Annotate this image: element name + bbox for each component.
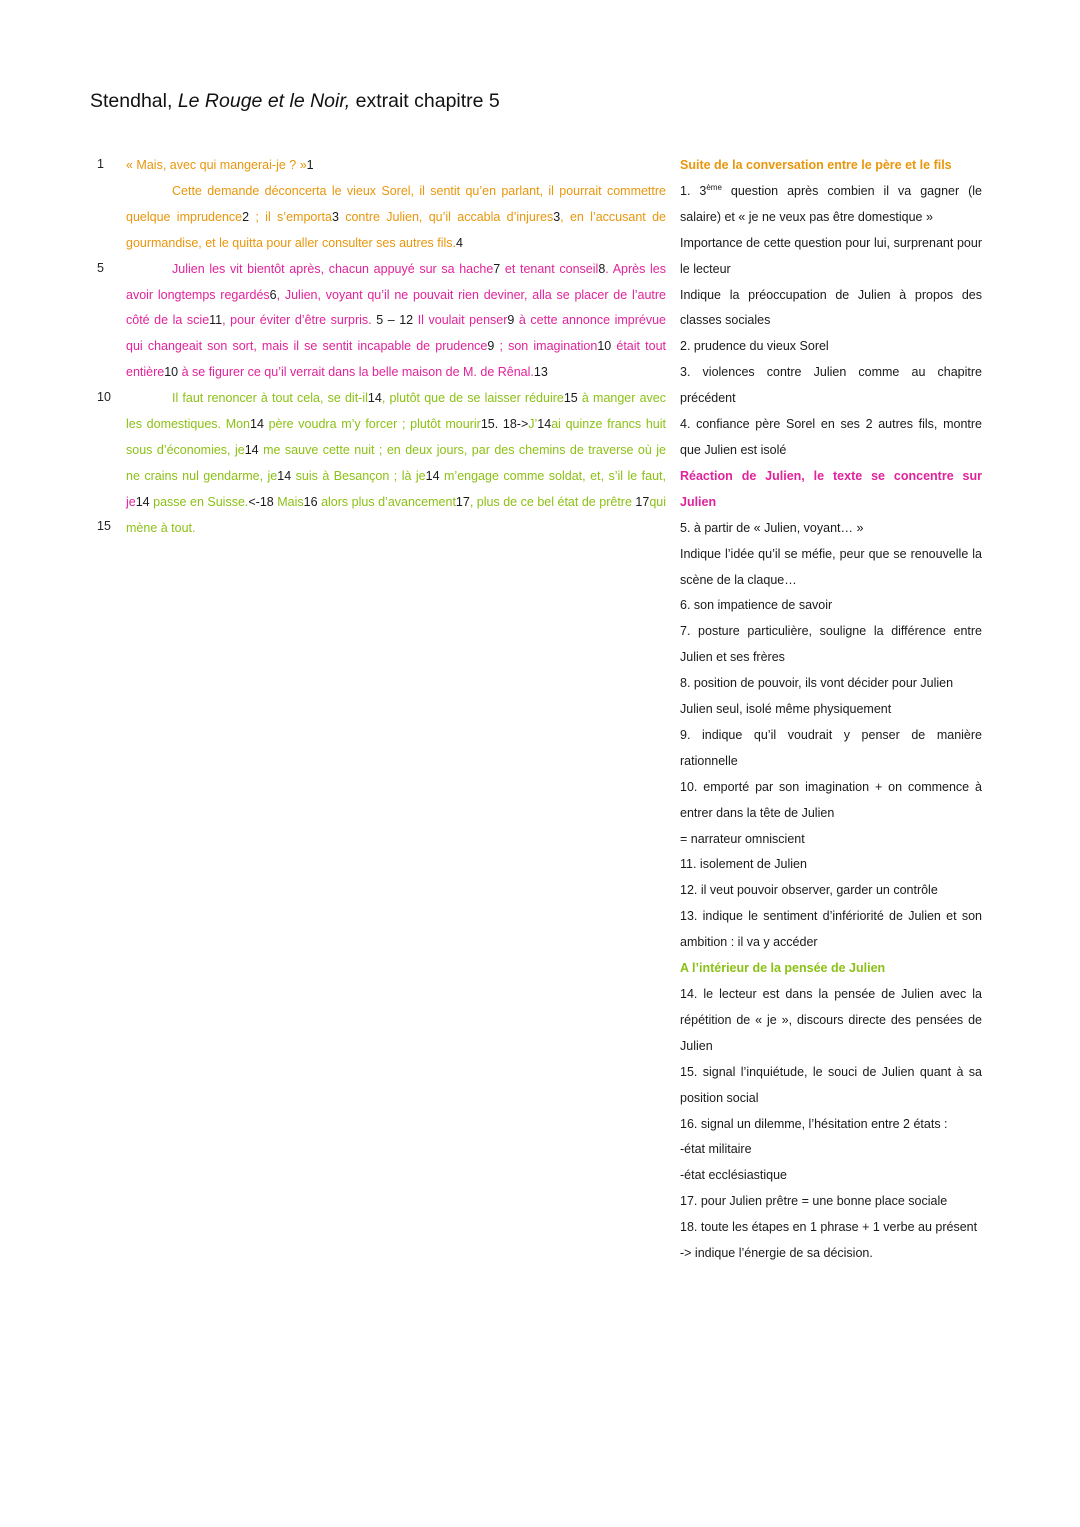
text-run: . 18-> [494,417,529,432]
text-run: 11 [209,313,223,328]
text-run: 14 [135,494,150,509]
text-run: me sauve cette nuit ; en deux jours, par des chemins de traverse où je ne crains nul gendarme, je [126,442,667,483]
text-run: 15 [563,391,578,406]
text-run: 7 [493,261,501,276]
note-8b: Julien seul, isolé même physiquement [680,702,892,717]
annotations-column [680,153,982,1267]
text-run: à manger avec les domestiques. Mon [126,391,666,432]
text-run: je [126,494,136,509]
text-run: , en l’accusant de gourmandise, et le quitta pour aller consulter ses autres fils. [126,209,666,250]
note-6: 6. son impatience de savoir [680,598,833,613]
text-run: Mais [277,494,304,509]
document-title [90,90,500,113]
text-run: 14 [244,442,259,457]
excerpt-paragraph-4 [126,386,666,541]
text-run: 2 [242,209,250,224]
note-11: 11. isolement de Julien [680,857,807,872]
text-run: alors plus d’avancement [317,494,456,509]
text-run: 13 [533,365,548,380]
text-run: était tout entière [126,339,666,380]
note-17: 17. pour Julien prêtre = une bonne place sociale [680,1194,948,1209]
text-run: qui mène à tout. [126,494,666,535]
excerpt-text [126,153,666,542]
note-3: 3. violences contre Julien comme au chapitre précédent [680,365,982,406]
text-run: père voudra m’y forcer ; plutôt mourir [263,417,481,432]
text-run: Cette demande déconcerta le vieux Sorel, il sentit qu’en parlant, il pourrait commettre quelque imprudence [126,183,666,224]
text-run: 8 [598,261,606,276]
note-1b: Importance de cette question pour lui, surprenant pour le lecteur [680,235,982,276]
note-4: 4. confiance père Sorel en ses 2 autres fils, montre que Julien est isolé [680,417,982,457]
text-run: 9 [487,339,495,354]
excerpt-paragraph-3 [126,257,666,387]
text-run: 15 [480,417,495,432]
text-run: ; il s’emporta [249,209,332,224]
text-run: suis à Besançon ; là je [291,468,426,483]
text-run: 16 [303,494,318,509]
text-run: , Julien, voyant qu’il ne pouvait rien deviner, alla se placer de l’autre côté de la scie [126,287,666,328]
note-8: 8. position de pouvoir, ils vont décider pour Julien [680,676,954,691]
note-10: 10. emporté par son imagination + on commence à entrer dans la tête de Julien [680,779,982,820]
note-13: 13. indique le sentiment d’infériorité de Julien et son ambition : il va y accéder [680,909,982,950]
note-15: 15. signal l’inquiétude, le souci de Julien quant à sa position social [680,1064,982,1105]
excerpt-paragraph-1 [126,153,666,179]
text-run: , pour éviter d’être surpris. [222,313,377,328]
text-run: 3 [331,209,339,224]
text-run: ai quinze francs huit sous d’économies, je [126,417,666,457]
text-run: Julien les vit bientôt après, chacun appuyé sur sa hache [172,261,494,276]
text-run: J’ [528,417,538,432]
line-number: 1 [97,157,104,171]
note-16b: -état ecclésiastique [680,1168,788,1183]
title-book: Le Rouge et le Noir, [177,90,351,112]
note-16: 16. signal un dilemme, l’hésitation entre 2 états : [680,1116,948,1131]
text-run: Il voulait penser [413,313,508,328]
line-number: 10 [97,390,111,404]
text-run: 10 [597,339,612,354]
text-run: 17 [455,494,470,509]
title-rest: extrait chapitre 5 [350,90,500,112]
note-12: 12. il veut pouvoir observer, garder un contrôle [680,883,938,898]
note-5: 5. à partir de « Julien, voyant… » [680,520,864,535]
text-run: 9 [507,313,515,328]
text-run: , plus de ce bel état de prêtre [469,494,636,509]
text-run: ; son imagination [494,339,598,354]
note-5b: Indique l’idée qu’il se méfie, peur que se renouvelle la scène de la claque… [680,546,982,587]
text-run: 1 [306,158,314,172]
text-run: m’engage comme soldat, et, s’il le faut, [439,468,666,483]
note-7: 7. posture particulière, souligne la différence entre Julien et ses frères [680,624,982,665]
text-run: 14 [250,417,264,432]
text-run: à se figurer ce qu’il verrait dans la belle maison de M. de Rênal. [178,365,534,380]
notes-heading-2: Réaction de Julien, le texte se concentre sur Julien [680,468,982,509]
note-16a: -état militaire [680,1142,752,1157]
line-number: 15 [97,519,111,533]
text-run: 14 [425,468,440,483]
text-run: passe en Suisse. [149,494,249,509]
text-run: . Après les avoir longtemps regardés [126,261,666,302]
text-run: 10 [164,365,179,380]
text-run: 4 [456,235,463,250]
text-run: « Mais, avec qui mangerai-je ? » [126,158,307,172]
text-run: et tenant conseil [500,261,599,276]
text-run: 14 [367,391,382,406]
text-run: <-18 [248,494,278,509]
notes-heading-3: A l’intérieur de la pensée de Julien [680,961,886,976]
note-10b: = narrateur omniscient [680,831,805,846]
text-run: 14 [537,417,552,432]
text-run: 17 [635,494,650,509]
text-run: 14 [277,468,292,483]
note-18b: -> indique l’énergie de sa décision. [680,1246,873,1261]
note-1: 1. 3ème question après combien il va gagner (le salaire) et « je ne veux pas être domestique » [680,182,982,224]
text-run: contre Julien, qu’il accabla d’injures [338,209,554,224]
text-run: , plutôt que de se laisser réduire [381,391,564,406]
line-number: 5 [97,261,104,275]
note-14: 14. le lecteur est dans la pensée de Julien avec la répétition de « je », discours directe des pensées de Julien [680,987,982,1053]
text-run: Il faut renoncer à tout cela, se dit-il [172,391,368,406]
notes-heading-1: Suite de la conversation entre le père et le fils [680,158,952,172]
title-author: Stendhal, [90,90,178,112]
text-run: à cette annonce imprévue qui changeait son sort, mais il se sentit incapable de prudence [126,313,666,354]
note-18: 18. toute les étapes en 1 phrase + 1 verbe au présent [680,1220,978,1235]
text-run: 6 [269,287,277,302]
excerpt-paragraph-2 [126,179,666,257]
note-1c: Indique la préoccupation de Julien à propos des classes sociales [680,287,982,328]
text-run: 5 – 12 [376,313,414,328]
note-2: 2. prudence du vieux Sorel [680,339,829,354]
note-9: 9. indique qu’il voudrait y penser de manière rationnelle [680,727,982,768]
text-run: 3 [553,209,561,224]
